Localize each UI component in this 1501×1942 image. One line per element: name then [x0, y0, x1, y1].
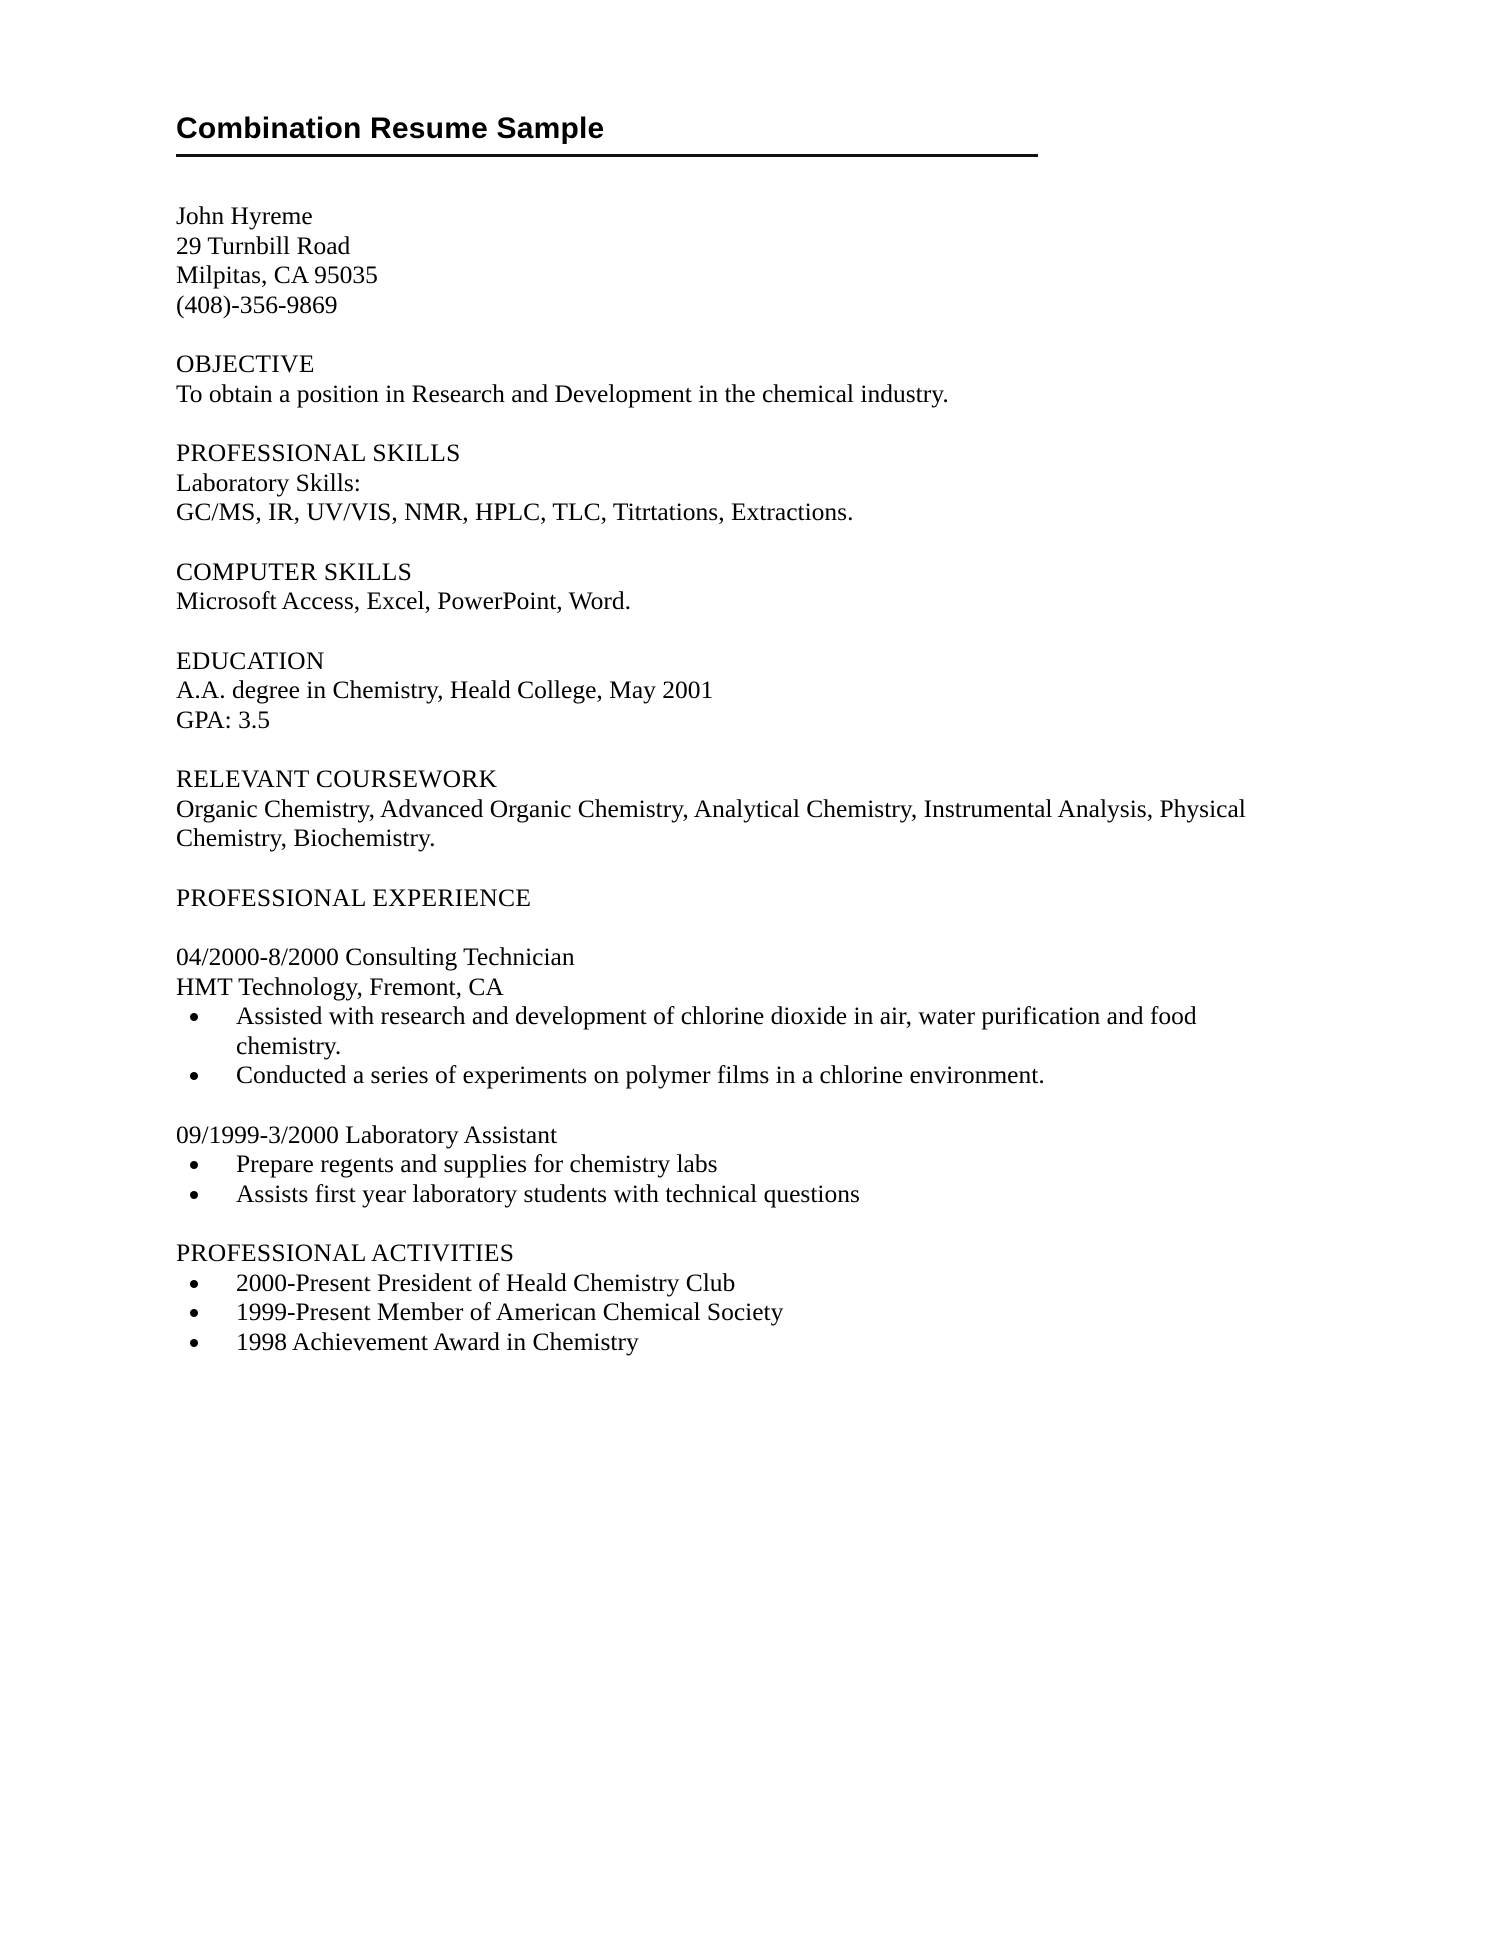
- job-dates-title: 04/2000-8/2000 Consulting Technician: [176, 942, 575, 971]
- section-relevant-coursework: [176, 764, 1266, 853]
- job-employer: HMT Technology, Fremont, CA: [176, 971, 504, 1001]
- job-bullet-list: [176, 1001, 1266, 1090]
- bullet-text: Conducted a series of experiments on polymer films in a chlorine environment.: [236, 1060, 1045, 1089]
- bullet-icon: [190, 1072, 198, 1080]
- bullet-icon: [190, 1013, 198, 1021]
- section-computer-skills: [176, 557, 1266, 616]
- experience-entry: [176, 942, 1266, 1090]
- list-item: [176, 1060, 1266, 1090]
- activities-bullet-list: [176, 1268, 1266, 1357]
- education-heading: EDUCATION: [176, 645, 325, 675]
- experience-entry: [176, 1120, 1266, 1209]
- professional-activities-heading: PROFESSIONAL ACTIVITIES: [176, 1238, 515, 1267]
- bullet-icon: [190, 1280, 198, 1288]
- laboratory-skills-subheading: Laboratory Skills:: [176, 467, 361, 497]
- bullet-text: 1999-Present Member of American Chemical Society: [236, 1297, 784, 1326]
- job-dates-title: 09/1999-3/2000 Laboratory Assistant: [176, 1119, 558, 1149]
- computer-skills-heading: COMPUTER SKILLS: [176, 556, 413, 586]
- relevant-coursework-body: Organic Chemistry, Advanced Organic Chemistry, Analytical Chemistry, Instrumental Analysis, Physical Chemistry, Biochemistry.: [176, 793, 1253, 852]
- bullet-text: Assisted with research and development of chlorine dioxide in air, water purification and food chemistry.: [236, 1001, 1197, 1060]
- section-education: [176, 646, 1266, 735]
- objective-heading: OBJECTIVE: [176, 349, 315, 378]
- bullet-icon: [190, 1309, 198, 1317]
- bullet-text: Prepare regents and supplies for chemistry labs: [236, 1149, 718, 1178]
- list-item: [176, 1001, 1266, 1060]
- education-degree: A.A. degree in Chemistry, Heald College, May 2001: [176, 675, 714, 704]
- bullet-text: Assists first year laboratory students with technical questions: [236, 1178, 860, 1208]
- contact-street: 29 Turnbill Road: [176, 230, 351, 260]
- resume-content: [176, 112, 1266, 1356]
- education-gpa: GPA: 3.5: [176, 704, 271, 734]
- laboratory-skills-body: GC/MS, IR, UV/VIS, NMR, HPLC, TLC, Titrtations, Extractions.: [176, 497, 854, 526]
- contact-block: [176, 201, 1266, 319]
- list-item: [176, 1179, 1266, 1209]
- bullet-text: 2000-Present President of Heald Chemistry Club: [236, 1267, 736, 1297]
- list-item: [176, 1327, 1266, 1357]
- bullet-icon: [190, 1161, 198, 1169]
- job-bullet-list: [176, 1149, 1266, 1208]
- section-objective: [176, 349, 1266, 408]
- professional-experience-heading: PROFESSIONAL EXPERIENCE: [176, 882, 532, 912]
- section-professional-activities: [176, 1238, 1266, 1356]
- section-professional-skills: [176, 438, 1266, 527]
- objective-body: To obtain a position in Research and Development in the chemical industry.: [176, 378, 949, 408]
- contact-phone: (408)-356-9869: [176, 289, 338, 319]
- computer-skills-body: Microsoft Access, Excel, PowerPoint, Word.: [176, 586, 631, 615]
- page-title: Combination Resume Sample: [176, 112, 605, 145]
- professional-skills-heading: PROFESSIONAL SKILLS: [176, 438, 461, 467]
- contact-city-state-zip: Milpitas, CA 95035: [176, 260, 378, 289]
- bullet-icon: [190, 1339, 198, 1347]
- bullet-icon: [190, 1191, 198, 1199]
- list-item: [176, 1268, 1266, 1298]
- list-item: [176, 1149, 1266, 1179]
- list-item: [176, 1297, 1266, 1327]
- section-professional-experience: [176, 883, 1266, 1209]
- contact-name: John Hyreme: [176, 201, 313, 230]
- relevant-coursework-heading: RELEVANT COURSEWORK: [176, 764, 498, 793]
- bullet-text: 1998 Achievement Award in Chemistry: [236, 1326, 639, 1356]
